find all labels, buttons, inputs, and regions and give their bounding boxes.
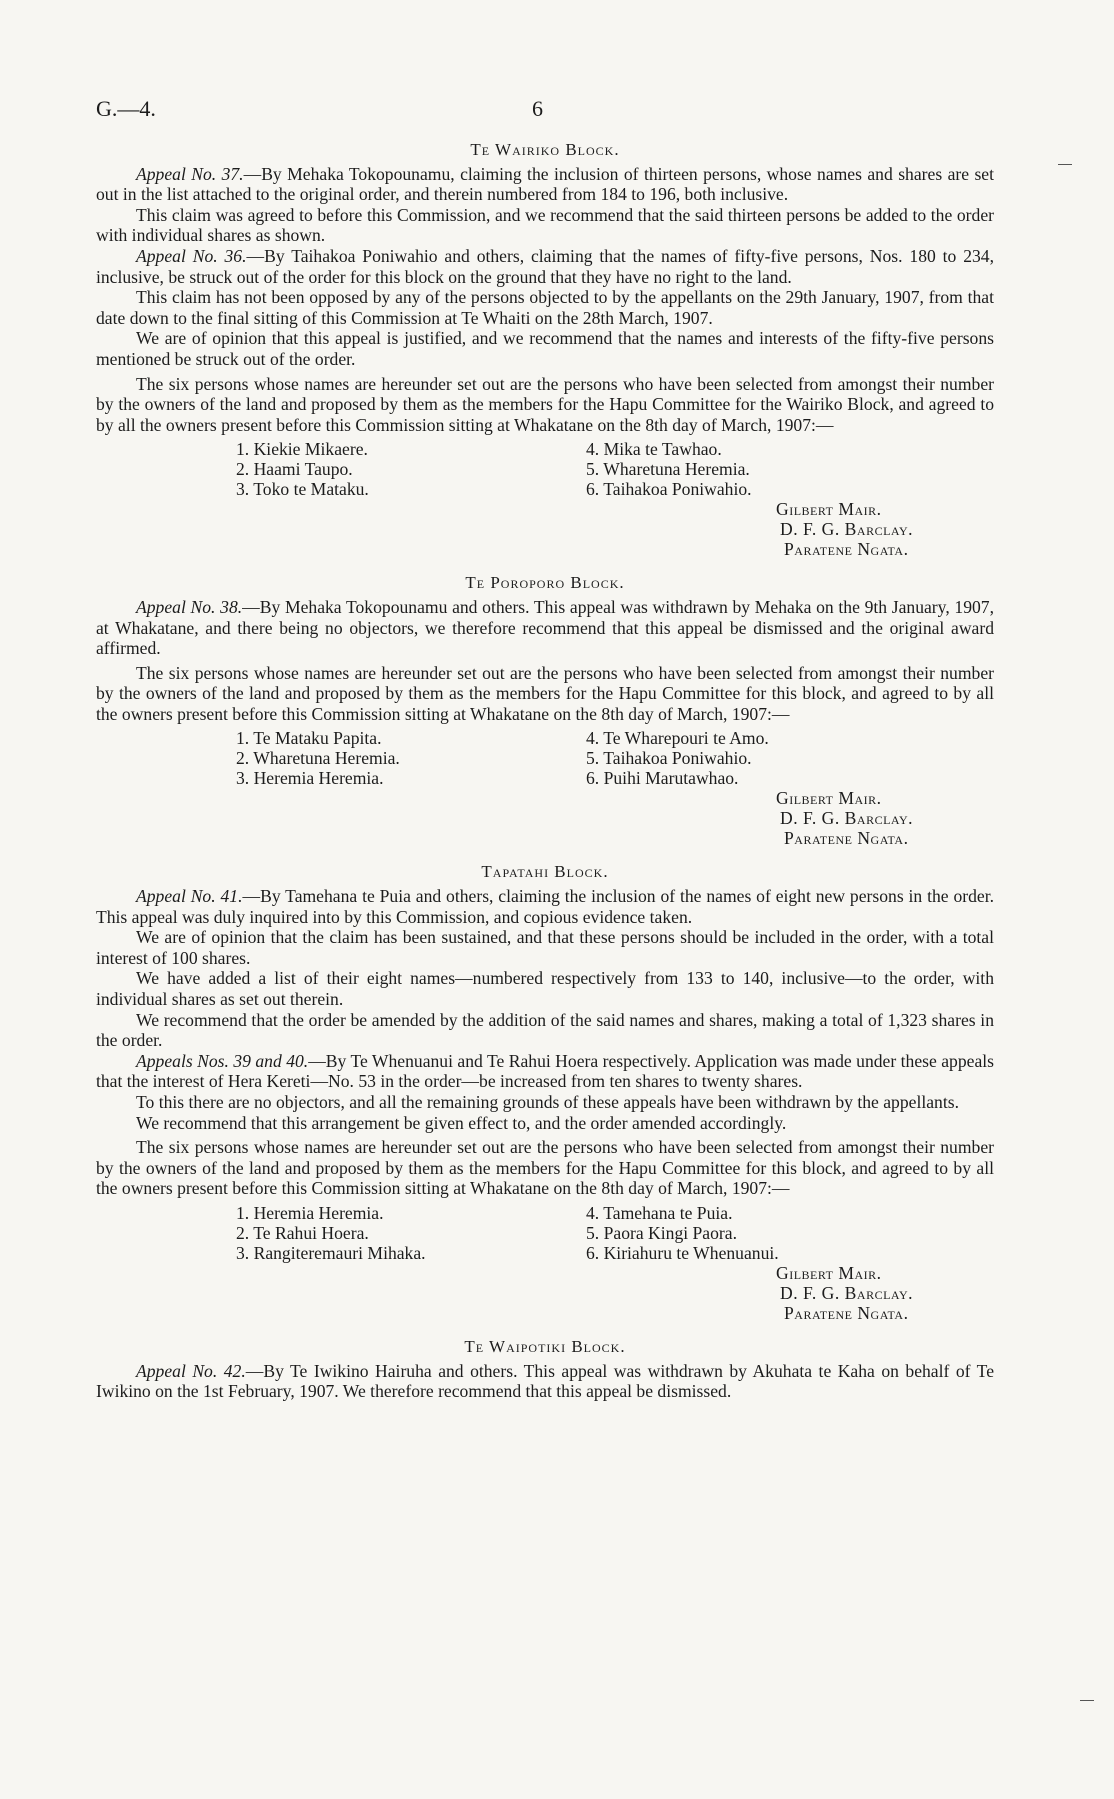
paragraph-text: —By Te Whenuanui and Te Rahui Hoera respectively. Application was made under these appeals that the interest of Hera Kereti—No. 53 in the order—be increased from ten shares to twenty shares.	[96, 1050, 995, 1092]
member-name: 2. Te Rahui Hoera.	[236, 1222, 369, 1243]
margin-mark	[1080, 1700, 1094, 1701]
appeal-number: Appeal No. 41.	[136, 886, 243, 907]
members-column-left	[236, 1203, 586, 1263]
margin-mark	[1058, 164, 1072, 165]
paragraph	[96, 164, 994, 205]
paragraph	[96, 1051, 994, 1092]
paragraph-text: The six persons whose names are hereunder set out are the persons who have been selected from amongst their number by the owners of the land and proposed by them as the members for the Hapu Committee for this block, and agreed to by all the owners present before this Commission sitting at Whakatane on the 8th day of March, 1907:—	[96, 1137, 994, 1199]
member-name: 3. Heremia Heremia.	[236, 768, 384, 789]
members-column-left	[236, 728, 586, 788]
document-reference: G.—4.	[96, 96, 156, 121]
paragraph	[96, 597, 994, 659]
appeal-number: Appeal No. 42.	[136, 1360, 246, 1381]
member-name: 5. Wharetuna Heremia.	[586, 459, 750, 480]
paragraph	[96, 968, 994, 1009]
member-name: 4. Tamehana te Puia.	[586, 1202, 733, 1223]
paragraph	[96, 1113, 994, 1134]
appeal-number: Appeal No. 36.	[136, 245, 247, 266]
signatory-name: Gilbert Mair.	[776, 788, 882, 809]
members-column-right	[586, 439, 936, 499]
paragraph-text: —By Mehaka Tokopounamu and others. This appeal was withdrawn by Mehaka on the 9th January, 1907, at Whakatane, and there being no objectors, we therefore recommend that this appeal be dismissed and the original award affirmed.	[96, 596, 994, 659]
paragraph-text: We are of opinion that this appeal is justified, and we recommend that the names and interests of the fifty-five persons mentioned be struck out of the order.	[96, 328, 994, 369]
document-body	[96, 140, 994, 1402]
paragraph-text: —By Taihakoa Poniwahio and others, claiming that the names of fifty-five persons, Nos. 180 to 234, inclusive, be struck out of the order for this block on the ground that they have no right to the land.	[96, 245, 995, 287]
member-name: 4. Te Wharepouri te Amo.	[586, 728, 769, 749]
signatory-name: Paratene Ngata.	[784, 828, 909, 849]
appeal-number: Appeals Nos. 39 and 40.	[136, 1050, 309, 1071]
signatory-name: D. F. G. Barclay.	[780, 1282, 914, 1303]
member-name: 2. Haami Taupo.	[236, 459, 353, 480]
paragraph-text: This claim has not been opposed by any of the persons objected to by the appellants on the 29th January, 1907, from that date down to the final sitting of this Commission at Te Whaiti on the 28th March, 1907.	[96, 287, 994, 328]
signatory-name: Gilbert Mair.	[776, 499, 882, 520]
appeal-number: Appeal No. 37.	[136, 163, 244, 184]
signatory-name: D. F. G. Barclay.	[780, 808, 914, 829]
paragraph	[96, 1010, 994, 1051]
member-name: 4. Mika te Tawhao.	[586, 439, 722, 460]
members-column-right	[586, 1203, 936, 1263]
block-title: Te Wairiko Block.	[470, 140, 620, 159]
paragraph-text: We have added a list of their eight names—numbered respectively from 133 to 140, inclusive—to the order, with individual shares as set out therein.	[96, 968, 994, 1010]
paragraph-text: The six persons whose names are hereunder set out are the persons who have been selected from amongst their number by the owners of the land and proposed by them as the members for the Hapu Committee for this block, and agreed to by all the owners present before this Commission sitting at Whakatane on the 8th day of March, 1907:—	[96, 662, 994, 724]
paragraph	[96, 1092, 994, 1113]
member-name: 2. Wharetuna Heremia.	[236, 748, 400, 769]
committee-members-list	[236, 728, 936, 788]
member-name: 3. Toko te Mataku.	[236, 479, 369, 500]
member-name: 1. Te Mataku Papita.	[236, 728, 382, 749]
block-title: Tapatahi Block.	[481, 862, 609, 882]
member-name: 1. Kiekie Mikaere.	[236, 439, 368, 460]
paragraph	[96, 1137, 994, 1199]
paragraph-text: —By Mehaka Tokopounamu, claiming the inclusion of thirteen persons, whose names and shares are set out in the list attached to the original order, and therein numbered from 184 to 196, both inclusive.	[96, 163, 995, 205]
signatory-name: Paratene Ngata.	[784, 1302, 909, 1323]
appeal-number: Appeal No. 38.	[136, 596, 243, 617]
member-name: 5. Paora Kingi Paora.	[586, 1222, 737, 1243]
block-title: Te Poroporo Block.	[465, 573, 625, 593]
signatory-name: D. F. G. Barclay.	[780, 519, 914, 540]
paragraph-text: This claim was agreed to before this Commission, and we recommend that the said thirteen persons be added to the order with individual shares as shown.	[96, 204, 994, 246]
signatory-name: Paratene Ngata.	[784, 539, 909, 560]
paragraph	[96, 374, 994, 436]
members-column-right	[586, 728, 936, 788]
paragraph	[96, 663, 994, 725]
signatory-name: Gilbert Mair.	[776, 1262, 882, 1283]
member-name: 6. Kiriahuru te Whenuanui.	[586, 1242, 779, 1263]
signatures	[776, 1263, 994, 1323]
page-number: 6	[532, 96, 543, 121]
member-name: 5. Taihakoa Poniwahio.	[586, 748, 752, 769]
member-name: 6. Taihakoa Poniwahio.	[586, 479, 752, 500]
page-header	[96, 96, 1018, 126]
member-name: 6. Puihi Marutawhao.	[586, 768, 739, 789]
members-column-left	[236, 439, 586, 499]
committee-members-list	[236, 439, 936, 499]
paragraph-text: We recommend that the order be amended by the addition of the said names and shares, making a total of 1,323 shares in the order.	[96, 1009, 994, 1051]
paragraph	[96, 886, 994, 927]
member-name: 3. Rangiteremauri Mihaka.	[236, 1242, 426, 1263]
paragraph-text: The six persons whose names are hereunder set out are the persons who have been selected from amongst their number by the owners of the land and proposed by them as the members for the Hapu Committee for the Wairiko Block, and agreed to by all the owners present before this Commission sitting at Whakatane on the 8th day of March, 1907:—	[96, 373, 994, 435]
block-title: Te Waipotiki Block.	[464, 1336, 626, 1356]
paragraph	[96, 328, 994, 369]
paragraph	[96, 246, 994, 287]
paragraph	[96, 205, 994, 246]
member-name: 1. Heremia Heremia.	[236, 1202, 384, 1223]
paragraph-text: We recommend that this arrangement be given effect to, and the order amended accordingly.	[136, 1112, 787, 1133]
paragraph	[96, 927, 994, 968]
committee-members-list	[236, 1203, 936, 1263]
paragraph-text: To this there are no objectors, and all the remaining grounds of these appeals have been withdrawn by the appellants.	[136, 1092, 959, 1112]
paragraph-text: —By Te Iwikino Hairuha and others. This appeal was withdrawn by Akuhata te Kaha on behalf of Te Iwikino on the 1st February, 1907. We therefore recommend that this appeal be dismissed.	[96, 1360, 994, 1402]
paragraph	[96, 287, 994, 328]
paragraph-text: We are of opinion that the claim has been sustained, and that these persons should be included in the order, with a total interest of 100 shares.	[96, 927, 994, 968]
paragraph	[96, 1361, 994, 1402]
signatures	[776, 499, 994, 559]
paragraph-text: —By Tamehana te Puia and others, claiming the inclusion of the names of eight new persons in the order. This appeal was duly inquired into by this Commission, and copious evidence taken.	[96, 886, 994, 927]
signatures	[776, 788, 994, 848]
